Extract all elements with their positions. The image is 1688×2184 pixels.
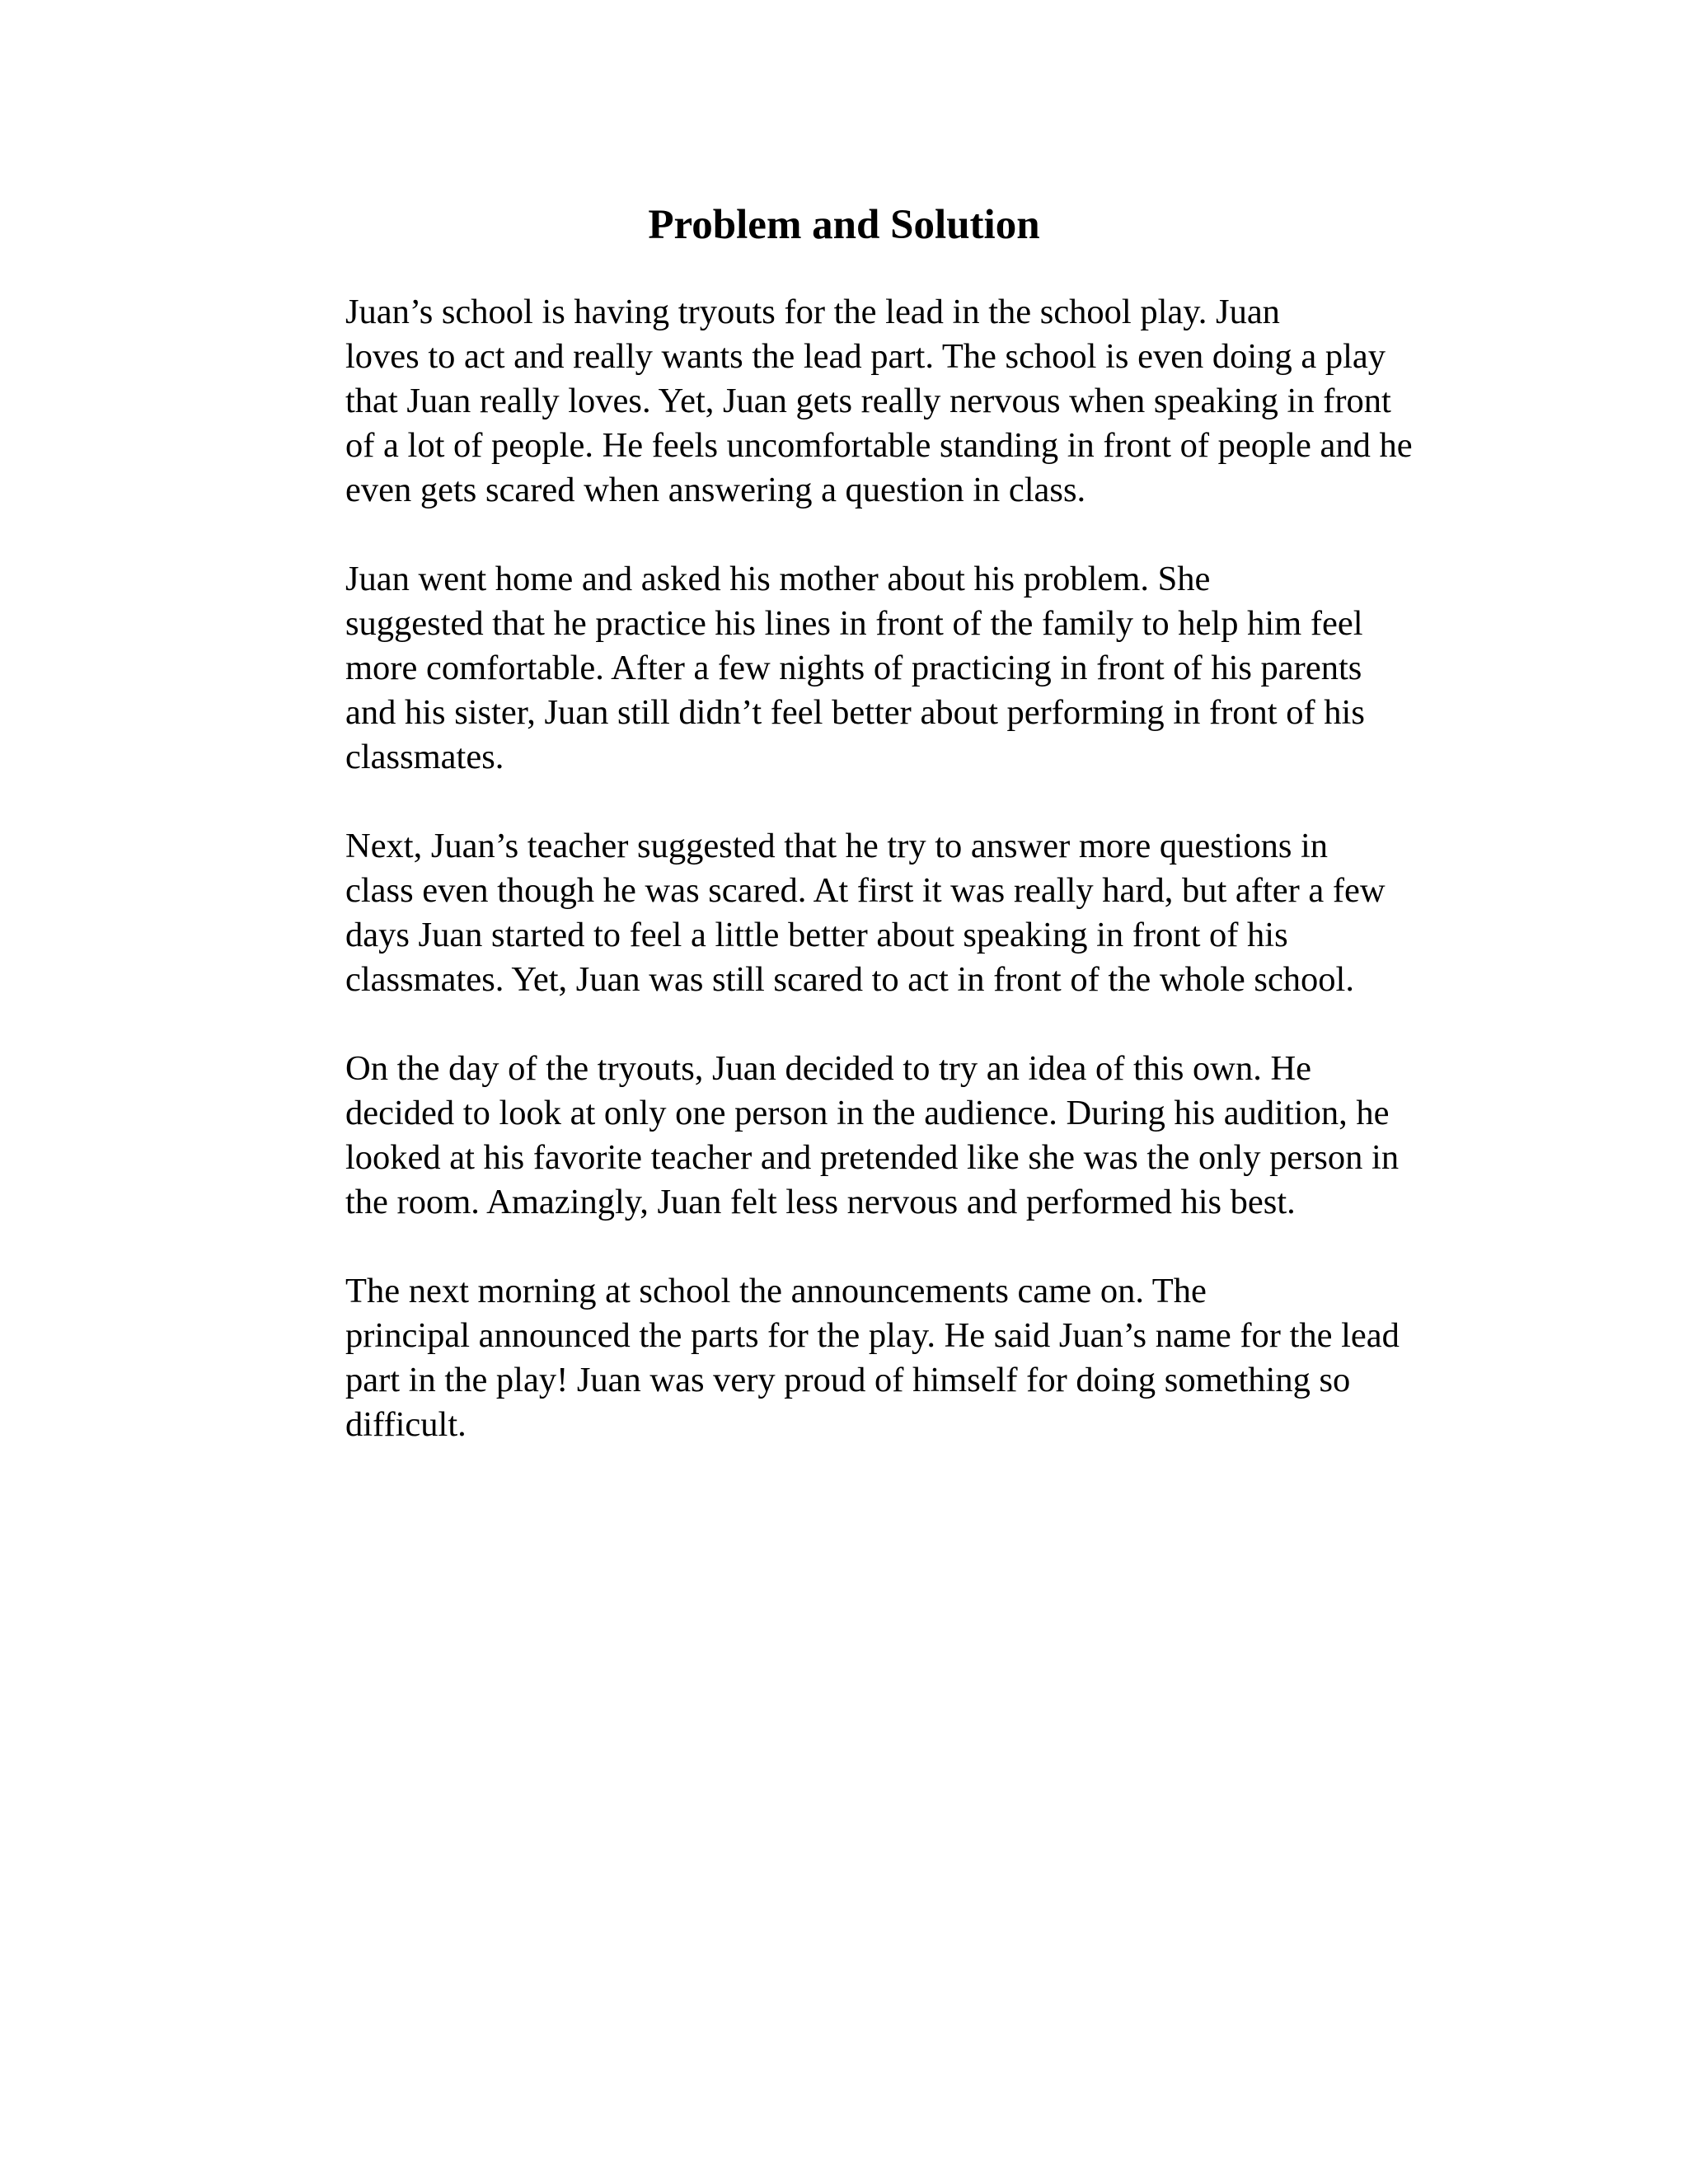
paragraph-line: of a lot of people. He feels uncomfortable standing in front of people and he: [345, 426, 1413, 465]
paragraph-line: classmates.: [345, 738, 504, 776]
paragraph-line: even gets scared when answering a question in class.: [345, 471, 1086, 509]
paragraph-line: loves to act and really wants the lead part. The school is even doing a play: [345, 337, 1386, 376]
paragraph-line: more comfortable. After a few nights of practicing in front of his parents: [345, 649, 1362, 687]
paragraph-4: [247, 1047, 1442, 1225]
paragraph-line: difficult.: [345, 1405, 467, 1444]
paragraph-line: days Juan started to feel a little better about speaking in front of his: [345, 916, 1288, 954]
paragraph-1: [247, 290, 1442, 513]
paragraph-line: and his sister, Juan still didn’t feel better about performing in front of his: [345, 693, 1365, 732]
paragraph-line: classmates. Yet, Juan was still scared to act in front of the whole school.: [345, 960, 1354, 999]
paragraph-line: Juan went home and asked his mother about his problem. She: [345, 560, 1211, 598]
paragraph-line: principal announced the parts for the play. He said Juan’s name for the lead: [345, 1316, 1400, 1355]
paragraph-line: class even though he was scared. At first it was really hard, but after a few: [345, 871, 1386, 910]
paragraph-line: that Juan really loves. Yet, Juan gets really nervous when speaking in front: [345, 382, 1391, 420]
paragraph-line: The next morning at school the announcements came on. The: [345, 1272, 1207, 1310]
paragraph-line: On the day of the tryouts, Juan decided to try an idea of this own. He: [345, 1049, 1312, 1088]
paragraph-line: Juan’s school is having tryouts for the lead in the school play. Juan: [345, 293, 1280, 331]
paragraph-3: [247, 824, 1442, 1002]
page-title: Problem and Solution: [648, 202, 1040, 248]
paragraph-line: looked at his favorite teacher and pretended like she was the only person in: [345, 1138, 1400, 1177]
paragraph-line: suggested that he practice his lines in front of the family to help him feel: [345, 604, 1363, 643]
paragraph-line: decided to look at only one person in the audience. During his audition, he: [345, 1094, 1390, 1132]
paragraph-line: part in the play! Juan was very proud of himself for doing something so: [345, 1361, 1351, 1399]
paragraph-5: [247, 1269, 1442, 1447]
paragraph-line: Next, Juan’s teacher suggested that he try to answer more questions in: [345, 827, 1329, 865]
paragraph-line: the room. Amazingly, Juan felt less nervous and performed his best.: [345, 1183, 1296, 1221]
paragraph-2: [247, 557, 1442, 780]
story-body: [247, 290, 1442, 1492]
